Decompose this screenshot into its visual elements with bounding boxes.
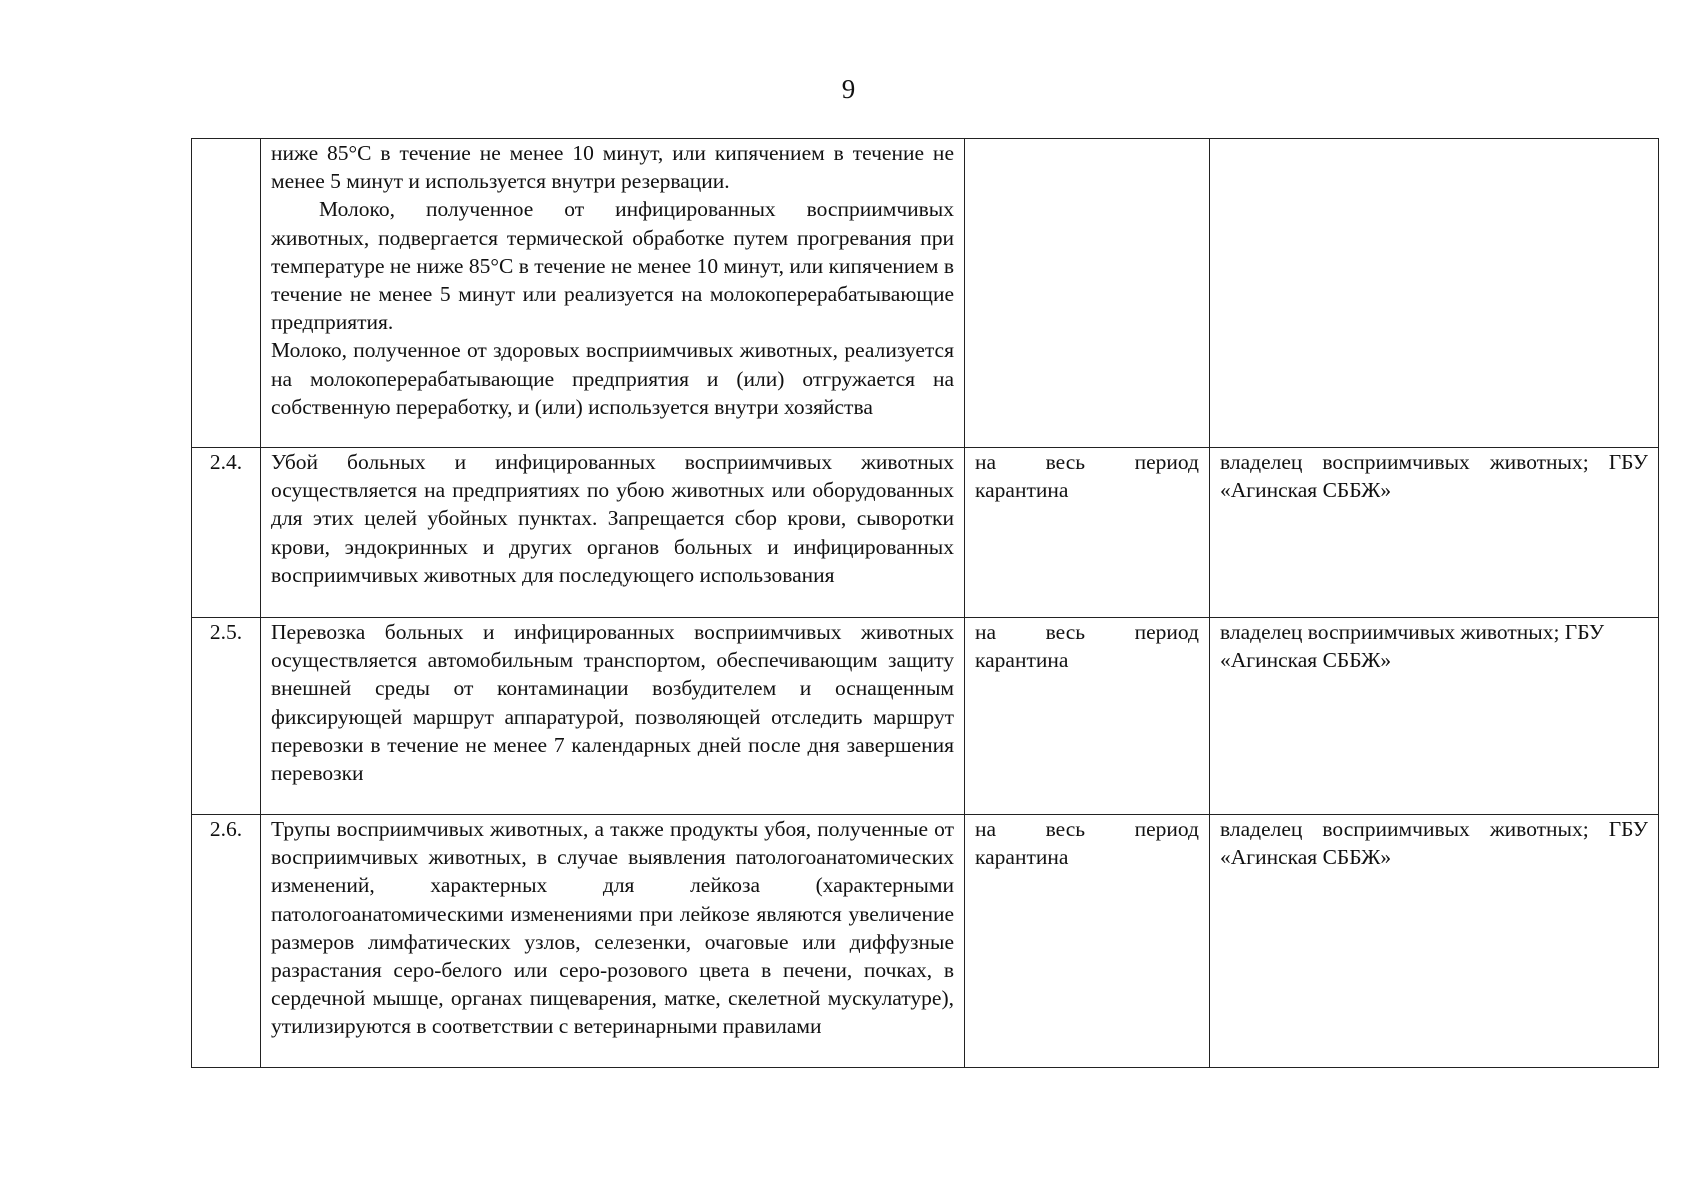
period-text: на весь период карантина [975, 817, 1199, 870]
table-row [192, 448, 1659, 618]
row-number: 2.6. [192, 815, 261, 1068]
table-row-continuation [192, 139, 1659, 448]
measure-text-cell [261, 815, 965, 1068]
period-cell [965, 618, 1210, 815]
measure-text-cell [261, 139, 965, 448]
measure-text-clip [271, 815, 954, 1067]
period-text: на весь период карантина [975, 450, 1199, 503]
row-number-cell [192, 139, 261, 448]
measure-text: Трупы восприимчивых животных, а также продукты убоя, полученные от восприимчивых животных, в случае выявления патологоанатомических изменений, характерных для лейкоза (характерными патологоанатомическими изменениями при лейкозе являются увеличение размеров лимфатических узлов, селезенки, очаговые или диффузные разрастания серо-белого или серо-розового цвета в печени, почках, в сердечной мышце, органах пищеварения, матке, скелетной мускулатуре), утилизируются в соответствии с ветеринарными правилами [271, 817, 954, 1039]
measure-text-paragraph: Молоко, полученное от здоровых восприимчивых животных, реализуется на молокоперерабатывающие предприятия и (или) отгружается на собственную переработку, и (или) используется внутри хозяйства [271, 338, 954, 419]
measure-text-paragraph: ниже 85°С в течение не менее 10 минут, или кипячением в течение не менее 5 минут и используется внутри резервации. [271, 141, 954, 194]
row-number: 2.5. [192, 618, 261, 815]
measure-text: Убой больных и инфицированных восприимчивых животных осуществляется на предприятиях по убою животных или оборудованных для этих целей убойных пунктах. Запрещается сбор крови, сыворотки крови, эндокринных и других органов больных и инфицированных восприимчивых животных для последующего использования [271, 450, 954, 587]
responsible-text: владелец восприимчивых животных; ГБУ «Агинская СББЖ» [1220, 620, 1605, 673]
period-cell [965, 815, 1210, 1068]
period-text: на весь период карантина [975, 620, 1199, 673]
page-number: 9 [841, 74, 856, 104]
measures-table [191, 138, 1659, 1068]
responsible-text: владелец восприимчивых животных; ГБУ «Агинская СББЖ» [1220, 450, 1648, 503]
responsible-text: владелец восприимчивых животных; ГБУ «Агинская СББЖ» [1220, 817, 1648, 870]
table-row [192, 618, 1659, 815]
responsible-cell [1210, 815, 1659, 1068]
period-cell [965, 139, 1210, 448]
measure-text: Перевозка больных и инфицированных восприимчивых животных осуществляется автомобильным транспортом, обеспечивающим защиту внешней среды от контаминации возбудителем и оснащенным фиксирующей маршрут аппаратурой, позволяющей отследить маршрут перевозки в течение не менее 7 календарных дней после дня завершения перевозки [271, 620, 954, 786]
measure-text-paragraph: Молоко, полученное от инфицированных восприимчивых животных, подвергается термической обработке путем прогревания при температуре не ниже 85°С в течение не менее 10 минут, или кипячением в течение не менее 5 минут или реализуется на молокоперерабатывающие предприятия. [271, 197, 954, 335]
period-cell [965, 448, 1210, 618]
table-row [192, 815, 1659, 1068]
responsible-cell [1210, 618, 1659, 815]
responsible-cell [1210, 448, 1659, 618]
measure-text-cell [261, 618, 965, 815]
row-number: 2.4. [192, 448, 261, 618]
measure-text-cell [261, 448, 965, 618]
responsible-cell [1210, 139, 1659, 448]
